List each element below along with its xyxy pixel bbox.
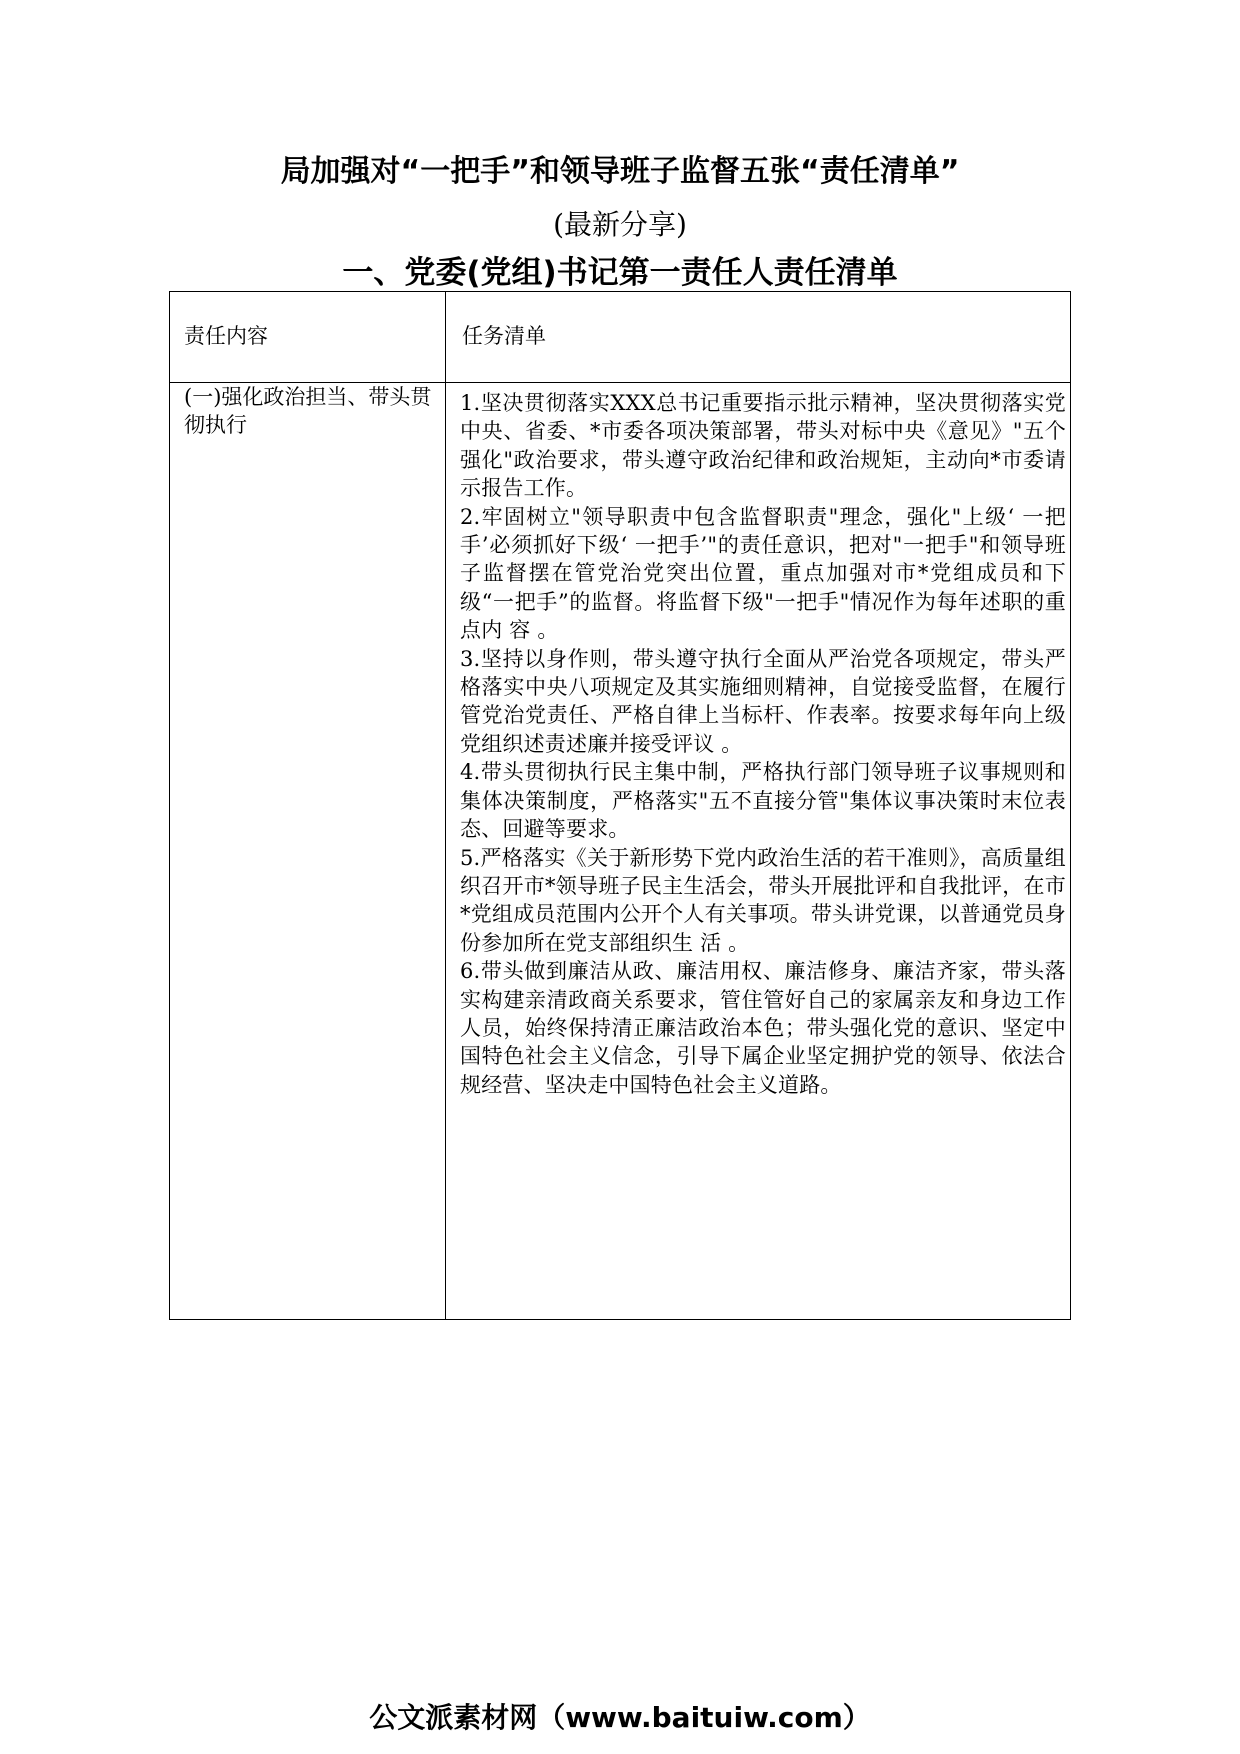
header-label-tasks: 任务清单 bbox=[462, 324, 546, 348]
header-cell-content bbox=[170, 292, 446, 383]
table-row bbox=[170, 383, 1071, 1320]
header-label-content: 责任内容 bbox=[184, 324, 268, 348]
task-item: 4.带头贯彻执行民主集中制，严格执行部门领导班子议事规则和集体决策制度，严格落实"五不直接分管"集体议事决策时末位表态、回避等要求。 bbox=[460, 760, 1066, 842]
footer-watermark: 公文派素材网（www.baituiw.com） bbox=[369, 1701, 871, 1734]
table-header-row bbox=[170, 292, 1071, 383]
responsibility-table bbox=[169, 291, 1071, 1320]
task-item: 6.带头做到廉洁从政、廉洁用权、廉洁修身、廉洁齐家，带头落实构建亲清政商关系要求，管住管好自己的家属亲友和身边工作人员，始终保持清正廉洁政治本色；带头强化党的意识、坚定中国特色社会主义信念，引导下属企业坚定拥护党的领导、依法合规经营、坚决走中国特色社会主义道路。 bbox=[460, 959, 1066, 1097]
document-title: 局加强对“一把手”和领导班子监督五张“责任清单” bbox=[280, 154, 960, 189]
category-cell bbox=[170, 383, 446, 1320]
task-item: 3.坚持以身作则，带头遵守执行全面从严治党各项规定，带头严格落实中央八项规定及其实施细则精神，自觉接受监督，在履行管党治党责任、严格自律上当标杆、作表率。按要求每年向上级党组织述责述廉并接受评议 。 bbox=[460, 646, 1066, 756]
task-list bbox=[446, 383, 1070, 1099]
task-item: 5.严格落实《关于新形势下党内政治生活的若干准则》，高质量组织召开市*领导班子民主生活会，带头开展批评和自我批评，在市*党组成员范围内公开个人有关事项。带头讲党课，以普通党员身份参加所在党支部组织生 活 。 bbox=[460, 845, 1066, 955]
task-list-cell bbox=[446, 383, 1071, 1320]
task-item: 2.牢固树立"领导职责中包含监督职责"理念，强化"上级‘ 一把手’必须抓好下级‘ 一把手’"的责任意识，把对"一把手"和领导班子监督摆在管党治党突出位置，重点加强对市*党组成员和下级“一把手”的监督。将监督下级"一把手"情况作为每年述职的重点内 容 。 bbox=[460, 504, 1066, 643]
category-label: (一)强化政治担当、带头贯彻执行 bbox=[184, 385, 432, 437]
task-item: 1.坚决贯彻落实XXX总书记重要指示批示精神，坚决贯彻落实党中央、省委、*市委各项决策部署，带头对标中央《意见》"五个强化"政治要求，带头遵守政治纪律和政治规矩，主动向*市委请示报告工作。 bbox=[460, 391, 1066, 501]
document-subtitle: (最新分享) bbox=[553, 208, 687, 241]
header-cell-tasks bbox=[446, 292, 1071, 383]
section-title: 一、党委(党组)书记第一责任人责任清单 bbox=[342, 255, 898, 291]
